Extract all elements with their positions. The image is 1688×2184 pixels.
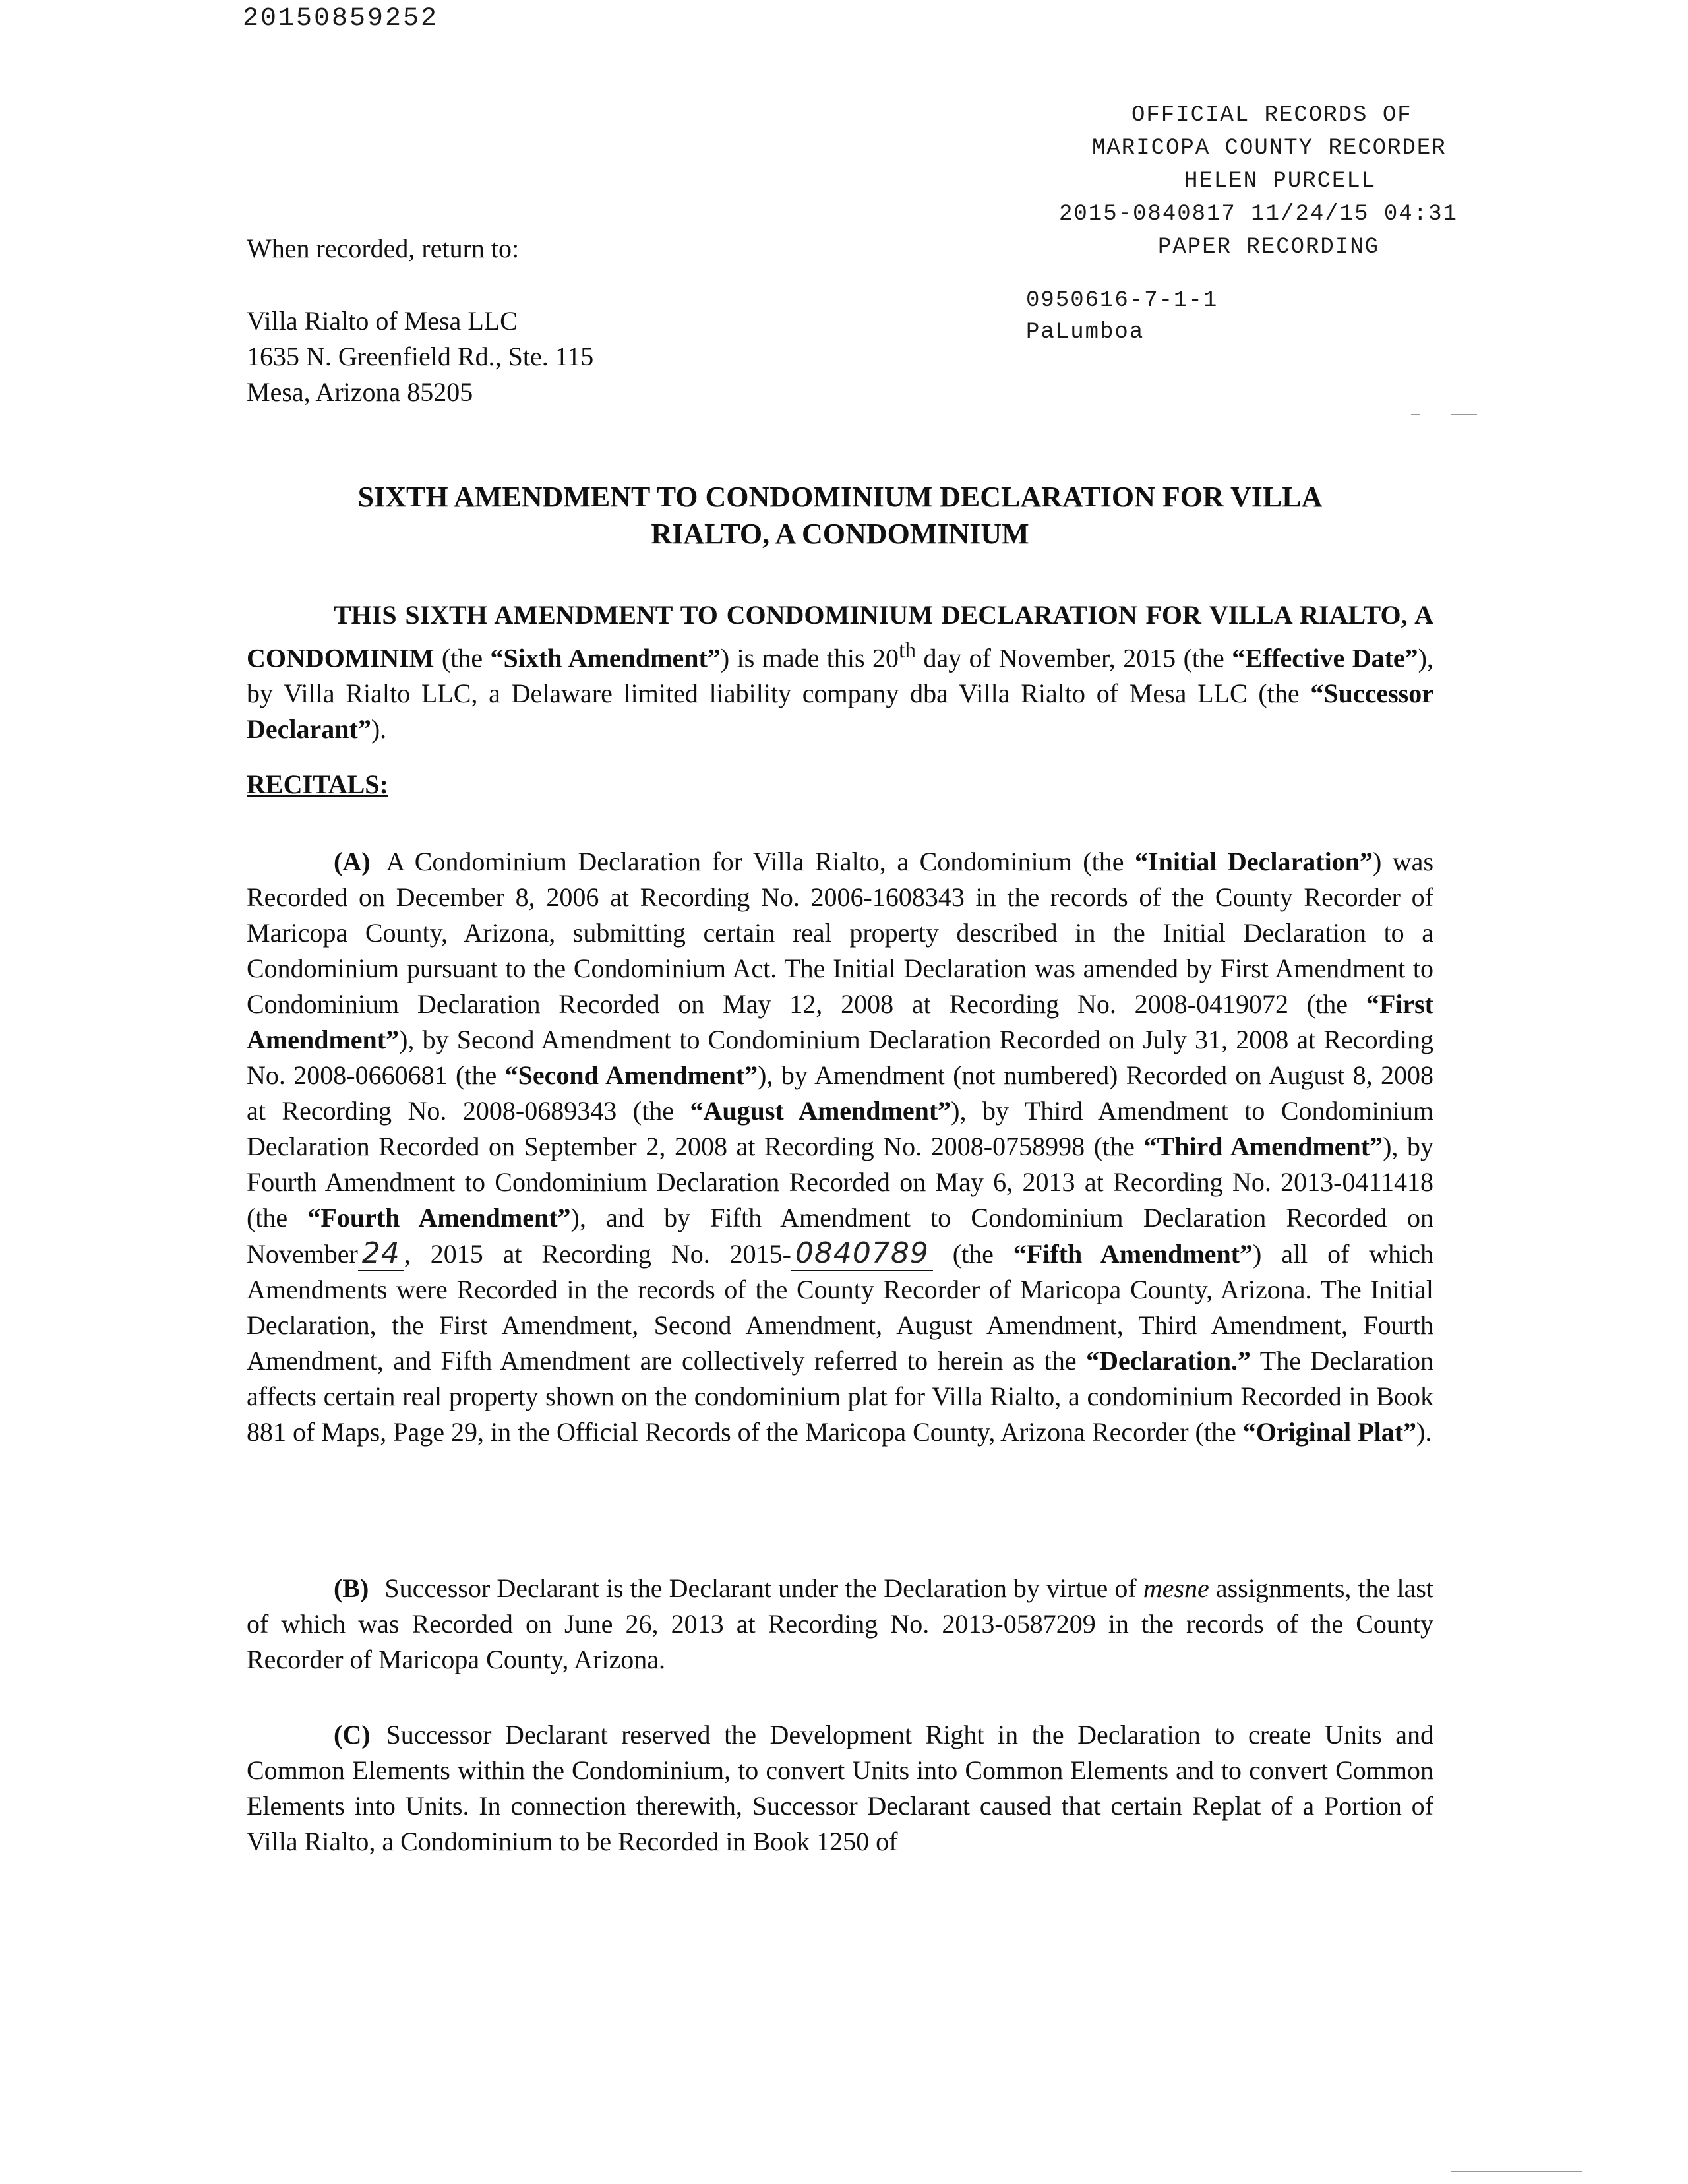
scan-speck <box>1451 414 1477 415</box>
file-reference-code: 0950616-7-1-1 <box>1026 288 1219 313</box>
ordinal-suffix: th <box>899 638 916 663</box>
return-label: When recorded, return to: <box>247 233 520 263</box>
title-line-2: RIALTO, A CONDOMINIUM <box>651 518 1029 550</box>
return-city: Mesa, Arizona 85205 <box>247 377 473 407</box>
intro-text: ) is made this 20 <box>720 643 899 673</box>
stamp-line-recorder-name: HELEN PURCELL <box>1184 169 1377 194</box>
recital-a <box>247 844 1433 1450</box>
stamp-line-recording-number: 2015-0840817 11/24/15 04:31 <box>1059 202 1458 227</box>
recital-text: (the <box>932 1239 1013 1269</box>
defined-term: “Successor Declarant” <box>247 679 1433 744</box>
recital-c <box>247 1717 1433 1860</box>
intro-text: ), by Villa Rialto LLC, a Delaware limited liability company dba Villa Rialto of Mesa LLC (the <box>247 643 1433 709</box>
recital-text: The Declaration affects certain real property shown on the condominium plat for Villa Rialto, a condominium Recorded in Book 881 of Maps, Page 29, in the Official Records of the Maricopa County, Arizona Recorder (the <box>247 1346 1433 1447</box>
stamp-line-official-records: OFFICIAL RECORDS OF <box>1131 103 1412 128</box>
defined-term: “Second Amendment” <box>504 1060 758 1090</box>
intro-text: day of November, 2015 (the <box>916 643 1232 673</box>
stamp-line-county-recorder: MARICOPA COUNTY RECORDER <box>1092 136 1447 161</box>
defined-term: “Sixth Amendment” <box>490 643 721 673</box>
defined-term: “Initial Declaration” <box>1135 847 1373 876</box>
recital-text: A Condominium Declaration for Villa Rialto, a Condominium (the <box>386 847 1135 876</box>
file-reference-name: PaLumboa <box>1026 320 1145 345</box>
recital-text: ). <box>1416 1417 1432 1447</box>
recital-b <box>247 1571 1433 1678</box>
file-reference <box>1026 285 1218 348</box>
intro-text: ). <box>371 714 387 744</box>
recital-text: ), by Amendment (not numbered) Recorded on August 8, 2008 at Recording No. 2008-0689343 (the <box>247 1060 1433 1126</box>
intro-text: (the <box>434 643 491 673</box>
recital-text: ), by Fourth Amendment to Condominium Declaration Recorded on May 6, 2013 at Recording No. 2013-0411418 (the <box>247 1132 1433 1232</box>
defined-term: “Third Amendment” <box>1143 1132 1383 1161</box>
recital-text: ), by Second Amendment to Condominium Declaration Recorded on July 31, 2008 at Recording No. 2008-0660681 (the <box>247 1025 1433 1090</box>
recorder-stamp <box>1029 99 1556 264</box>
defined-term: “Original Plat” <box>1242 1417 1417 1447</box>
recital-text: ) all of which Amendments were Recorded in the records of the County Recorder of Maricopa County, Arizona. The Initial Declaration, the First Amendment, Second Amendment, August Amendment, Third Amendment, Fourth Amendment, and Fifth Amendment are collectively referred to herein as the <box>247 1239 1434 1376</box>
document-number: 20150859252 <box>243 4 439 34</box>
recital-text: ), by Third Amendment to Condominium Declaration Recorded on September 2, 2008 at Recording No. 2008-0758998 (the <box>247 1096 1433 1161</box>
recital-text: ), and by Fifth Amendment to Condominium Declaration Recorded on November <box>247 1203 1434 1269</box>
defined-term: “Fourth Amendment” <box>307 1203 571 1232</box>
return-address-block <box>247 231 593 410</box>
scan-speck <box>1451 2171 1582 2172</box>
handwritten-recording-number: 0840789 <box>791 1236 933 1271</box>
intro-lead: THIS SIXTH AMENDMENT TO CONDOMINIUM DECLARATION FOR VILLA RIALTO, A CONDOMINIM <box>247 600 1433 673</box>
defined-term: “Declaration.” <box>1086 1346 1251 1376</box>
recital-text: Successor Declarant reserved the Development Right in the Declaration to create Units and Common Elements within the Condominium, to convert Units into Common Elements and to convert Common Elements into Units. In connection therewith, Successor Declarant caused that certain Replat of a Portion of Villa Rialto, a Condominium to be Recorded in Book 1250 of <box>247 1720 1433 1856</box>
italic-term: mesne <box>1143 1573 1209 1603</box>
recitals-heading: RECITALS: <box>247 770 388 799</box>
return-street: 1635 N. Greenfield Rd., Ste. 115 <box>247 342 594 371</box>
defined-term: “First Amendment” <box>247 989 1433 1054</box>
defined-term: “Effective Date” <box>1232 643 1418 673</box>
recital-text: assignments, the last of which was Recorded on June 26, 2013 at Recording No. 2013-0587209 in the records of the County Recorder of Maricopa County, Arizona. <box>247 1573 1433 1674</box>
recital-text: ) was Recorded on December 8, 2006 at Recording No. 2006-1608343 in the records of the County Recorder of Maricopa County, Arizona, submitting certain real property described in the Initial Declaration to a Condominium pursuant to the Condominium Act. The Initial Declaration was amended by First Amendment to Condominium Declaration Recorded on May 12, 2008 at Recording No. 2008-0419072 (the <box>247 847 1434 1019</box>
recital-text: Successor Declarant is the Declarant under the Declaration by virtue of <box>384 1573 1143 1603</box>
document-title <box>247 479 1433 553</box>
title-line-1: SIXTH AMENDMENT TO CONDOMINIUM DECLARATION FOR VILLA <box>357 481 1323 513</box>
scan-speck <box>1411 414 1420 415</box>
intro-paragraph <box>247 597 1433 747</box>
recital-text: , 2015 at Recording No. 2015- <box>404 1239 791 1269</box>
defined-term: “Fifth Amendment” <box>1013 1239 1253 1269</box>
defined-term: “August Amendment” <box>690 1096 951 1126</box>
recital-label: (C) <box>334 1720 371 1749</box>
recital-label: (B) <box>334 1573 369 1603</box>
recital-label: (A) <box>334 847 371 876</box>
return-name: Villa Rialto of Mesa LLC <box>247 306 518 336</box>
handwritten-day: 24 <box>358 1236 404 1271</box>
stamp-line-recording-type: PAPER RECORDING <box>1158 235 1380 260</box>
